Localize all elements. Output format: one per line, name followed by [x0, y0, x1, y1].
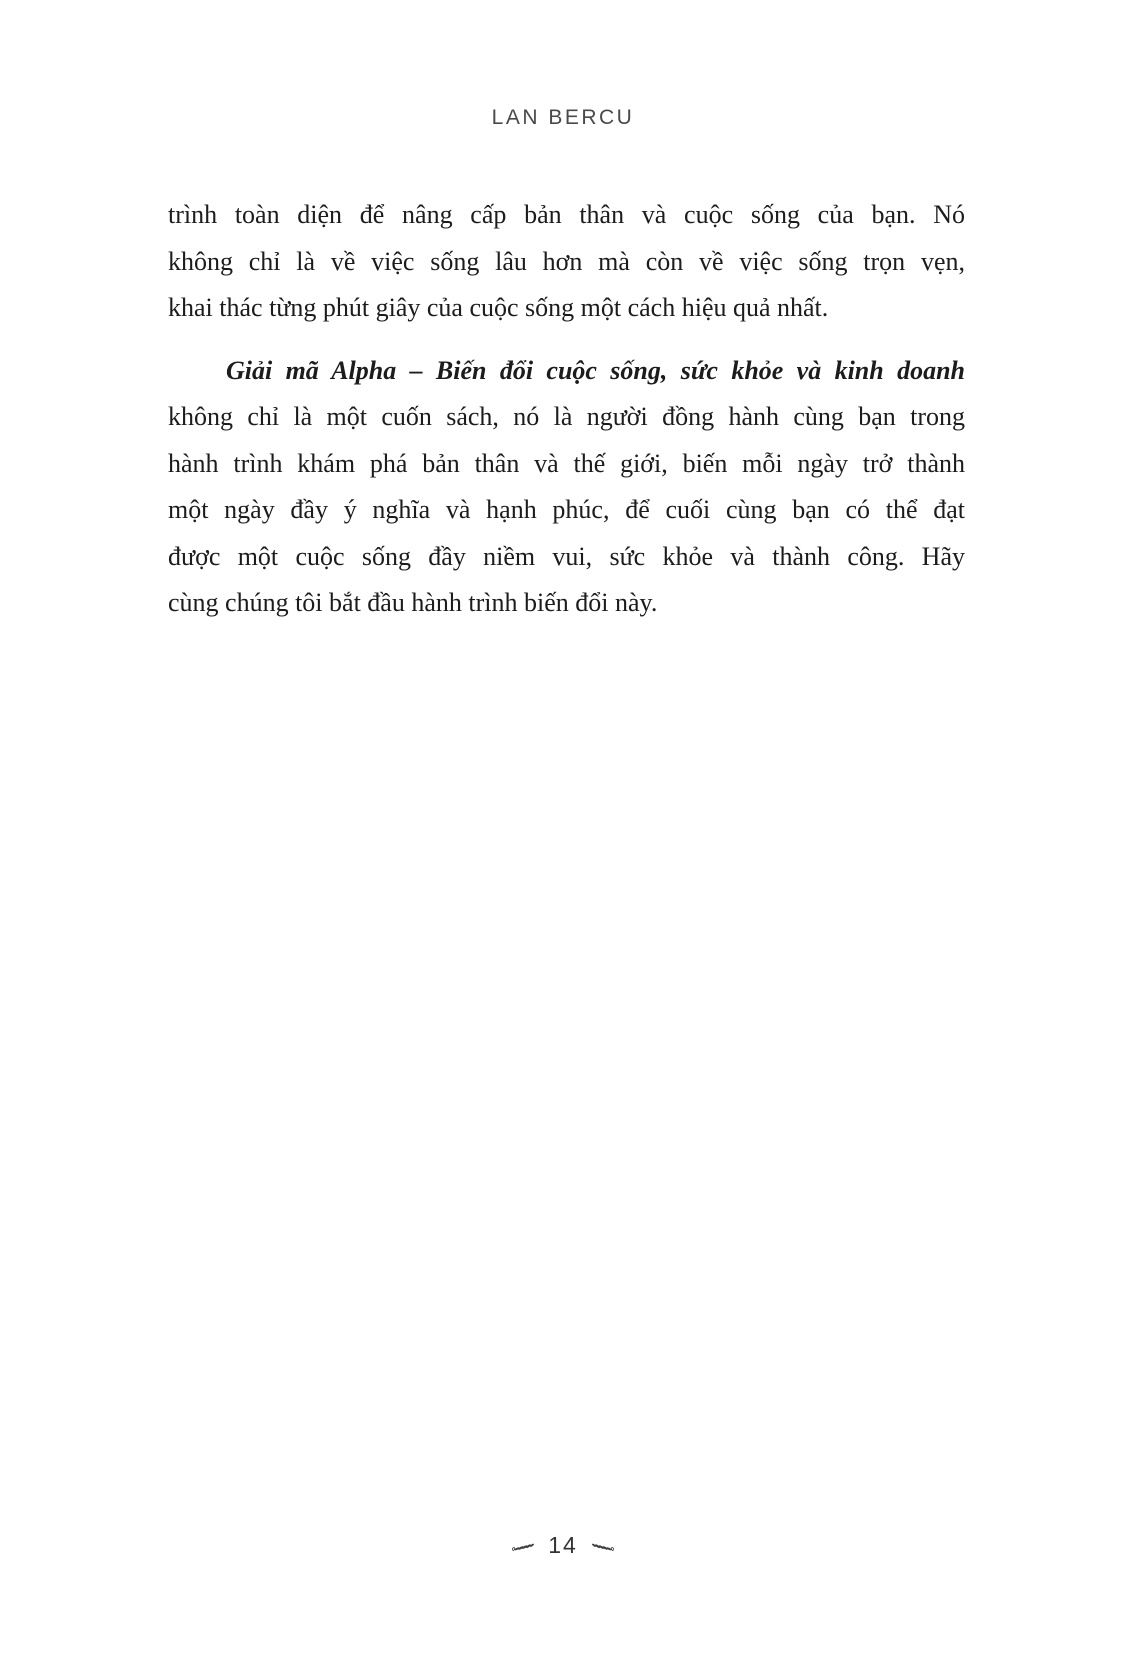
- text-line: không chỉ là về việc sống lâu hơn mà còn về việc sống trọn vẹn,: [168, 246, 965, 276]
- paragraph-2: [168, 348, 965, 627]
- text-line: trình toàn diện để nâng cấp bản thân và cuộc sống của bạn. Nó: [168, 200, 965, 229]
- text-line: được một cuộc sống đầy niềm vui, sức khỏe và thành công. Hãy: [168, 541, 965, 571]
- laurel-sprig-icon: [591, 1540, 615, 1551]
- book-title-lead: Giải mã Alpha – Biến đổi cuộc sống, sức khỏe và kinh doanh: [226, 355, 965, 385]
- laurel-sprig-icon: [511, 1540, 535, 1551]
- page-number: 14: [548, 1532, 578, 1558]
- text-line: không chỉ là một cuốn sách, nó là người đồng hành cùng bạn trong: [168, 402, 965, 431]
- text-line: cùng chúng tôi bắt đầu hành trình biến đổi này.: [168, 588, 658, 617]
- text-line: một ngày đầy ý nghĩa và hạnh phúc, để cuối cùng bạn có thể đạt: [168, 495, 965, 524]
- text-line: hành trình khám phá bản thân và thế giới, biến mỗi ngày trở thành: [168, 448, 965, 478]
- page-footer: [0, 1534, 1126, 1557]
- text-line: khai thác từng phút giây của cuộc sống một cách hiệu quả nhất.: [168, 293, 829, 322]
- paragraph-1: [168, 192, 965, 332]
- page-body: [168, 192, 965, 627]
- running-header: LAN BERCU: [491, 106, 635, 129]
